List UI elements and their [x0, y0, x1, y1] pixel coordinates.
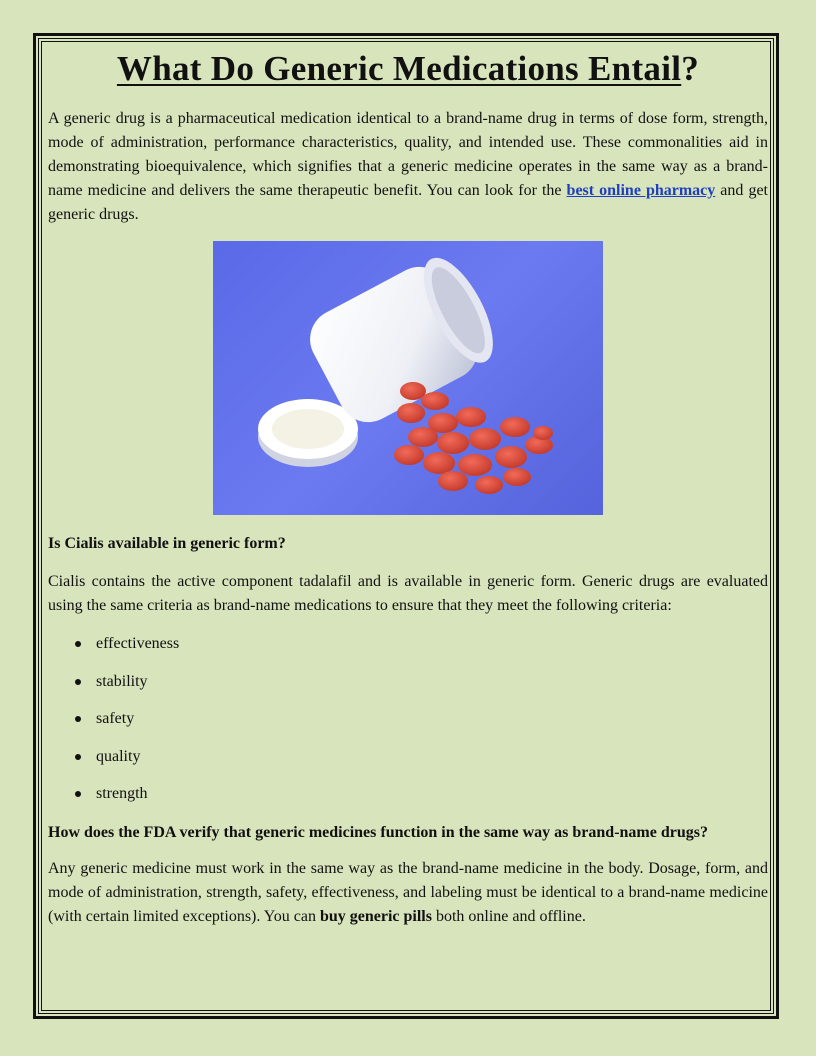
pill-bottle-illustration: [213, 241, 603, 515]
buy-generic-pills-text: buy generic pills: [319, 907, 432, 925]
page-title: [48, 44, 768, 94]
title-question-mark: ?: [681, 49, 700, 88]
document-content: [48, 44, 768, 929]
fda-text-1: Any generic medicine must work in the same way as the brand-name medicine in the body. Dosage, form, and mode of administration, strength, safety, effectiveness, and labeling must be identical to a brand-name medicine (with certain limited exceptions). You can: [48, 859, 768, 925]
heading-fda: How does the FDA verify that generic medicines function in the same way as brand-name drugs?: [48, 823, 708, 841]
cialis-paragraph: Cialis contains the active component tadalafil and is available in generic form. Generic drugs are evaluated using the same criteria as brand-name medications to ensure that they meet the following criteria:: [48, 573, 768, 614]
fda-paragraph: [48, 857, 768, 929]
best-online-pharmacy-link[interactable]: best online pharmacy: [566, 182, 716, 199]
intro-paragraph: [48, 107, 768, 227]
bottle-lid: [258, 399, 358, 467]
list-item: safety: [48, 707, 768, 745]
fda-text-2: both online and offline.: [431, 907, 586, 925]
pill-bottle-image: [213, 241, 603, 515]
intro-text-1: A generic drug is a pharmaceutical medication identical to a brand-name drug in terms of dose form, strength, mode of administration, performance characteristics, quality, and intended use. These commonalities aid in demonstrating bioequivalence, which signifies that a generic medicine operates in the same way as a brand-name medicine and delivers the same therapeutic benefit. You can look for the: [48, 110, 768, 199]
heading-cialis: Is Cialis available in generic form?: [48, 535, 286, 552]
title-text: What Do Generic Medications Entail: [116, 49, 682, 88]
intro-text-2: and get generic drugs.: [48, 182, 768, 223]
list-item: strength: [48, 782, 768, 820]
criteria-list: [48, 632, 768, 820]
pills: [394, 382, 553, 494]
list-item: quality: [48, 745, 768, 783]
list-item: effectiveness: [48, 632, 768, 670]
list-item: stability: [48, 670, 768, 708]
